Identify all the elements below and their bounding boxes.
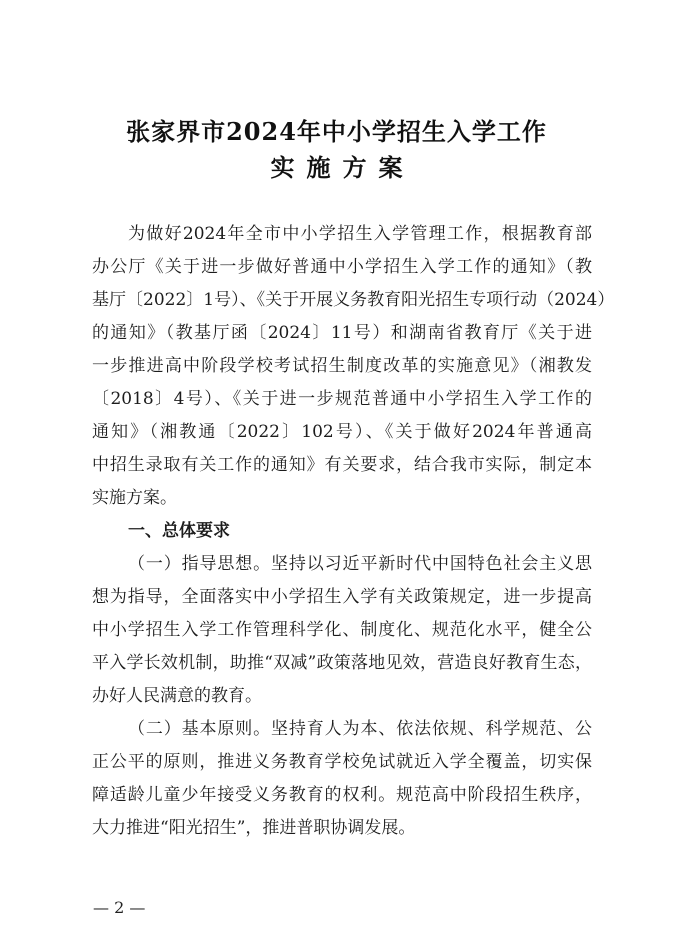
text-line: 障适龄儿童少年接受义务教育的权利。规范高中阶段招生秩序， <box>92 785 592 805</box>
text-line: 实施方案。 <box>92 488 177 508</box>
document-title: 张家界市2024年中小学招生入学工作 <box>126 117 547 146</box>
text-line: 中招生录取有关工作的通知》有关要求，结合我市实际，制定本 <box>92 455 592 475</box>
document-body <box>92 218 615 845</box>
text-line: 通知》（湘教通〔2022〕102号）、《关于做好2024年普通高 <box>92 422 592 442</box>
page-number: — 2 — <box>93 898 146 917</box>
text-line: 大力推进“阳光招生”，推进普职协调发展。 <box>92 818 416 838</box>
text-line: 平入学长效机制，助推“双减”政策落地见效，营造良好教育生态， <box>92 653 592 673</box>
text-line: （二）基本原则。坚持育人为本、依法依规、科学规范、公 <box>128 719 592 739</box>
text-line: （一）指导思想。坚持以习近平新时代中国特色社会主义思 <box>128 554 592 574</box>
text-line: 〔2018〕4号）、《关于进一步规范普通中小学招生入学工作的 <box>92 389 592 409</box>
text-line: 为做好2024年全市中小学招生入学管理工作，根据教育部 <box>128 224 592 244</box>
text-line: 办公厅《关于进一步做好普通中小学招生入学工作的通知》（教 <box>92 257 592 277</box>
text-line: 正公平的原则，推进义务教育学校免试就近入学全覆盖，切实保 <box>92 752 592 772</box>
text-line: 办好人民满意的教育。 <box>92 686 262 706</box>
text-line: 基厅〔2022〕1号）、《关于开展义务教育阳光招生专项行动（2024） <box>92 290 615 310</box>
text-line: 中小学招生入学工作管理科学化、制度化、规范化水平，健全公 <box>92 620 592 640</box>
basic-principle-paragraph <box>92 713 592 845</box>
document-subtitle: 实施方案 <box>270 153 415 182</box>
text-line: 想为指导，全面落实中小学招生入学有关政策规定，进一步提高 <box>92 587 592 607</box>
section-heading: 一、总体要求 <box>128 521 230 541</box>
guiding-principle-paragraph <box>92 548 592 713</box>
text-line: 的通知》（教基厅函〔2024〕11号）和湖南省教育厅《关于进 <box>92 323 592 343</box>
text-line: 一步推进高中阶段学校考试招生制度改革的实施意见》（湘教发 <box>92 356 592 376</box>
intro-paragraph <box>92 218 615 515</box>
